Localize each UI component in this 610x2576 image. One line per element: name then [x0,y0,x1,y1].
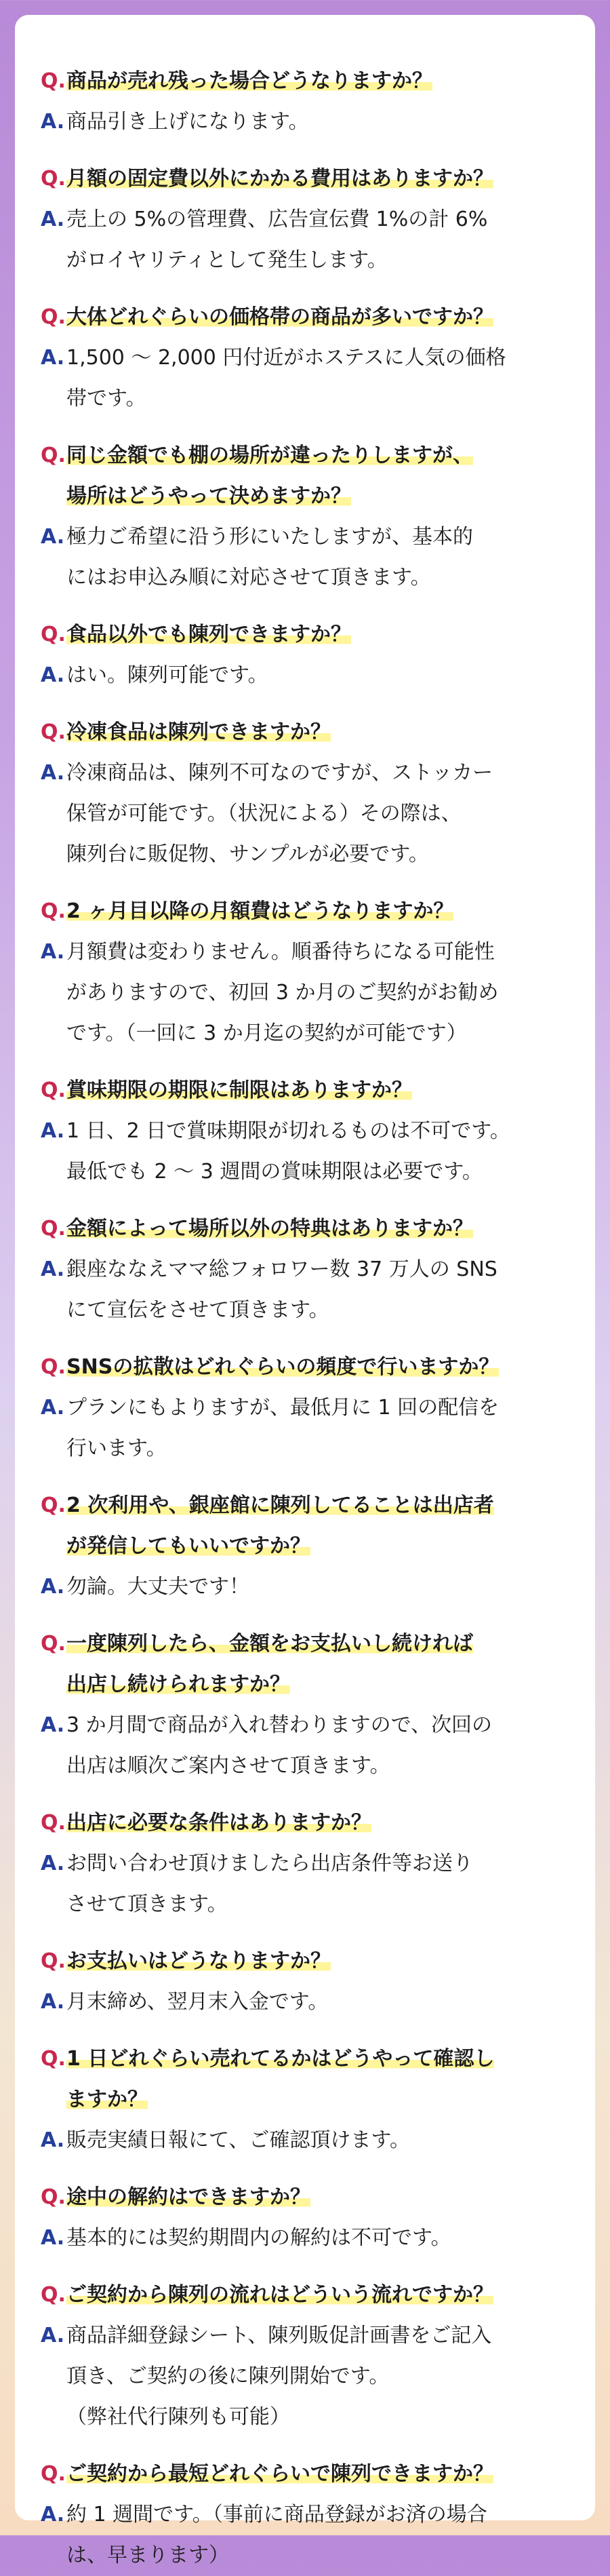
faq-item [41,2454,569,2576]
question-text: SNSの拡散はどれぐらいの頻度で行いますか？ [66,1355,500,1379]
faq-question [41,435,569,517]
answer-label: A. [41,761,65,785]
answer-text: はい。陳列可能です。 [66,663,268,687]
faq-item [41,891,569,1054]
question-label: Q. [41,69,66,93]
faq-answer [41,1249,569,1331]
question-text: 商品が売れ残った場合どうなりますか？ [66,69,432,93]
faq-answer [41,932,569,1054]
faq-item [41,2275,569,2438]
faq-question [41,297,569,338]
answer-text: 約 1 週間です。（事前に商品登録がお済の場合 は、早まります） [66,2503,487,2567]
answer-text: 商品引き上げになります。 [66,110,309,134]
answer-label: A. [41,2503,65,2526]
faq-question [41,2275,569,2316]
faq-answer [41,2495,569,2576]
faq-item [41,435,569,598]
faq-item [41,2039,569,2161]
question-text: 2 次利用や、銀座館に陳列してることは出店者 が発信してもいいですか？ [66,1494,494,1558]
answer-label: A. [41,1119,65,1143]
question-text: 月額の固定費以外にかかる費用はありますか？ [66,167,493,191]
question-label: Q. [41,1811,66,1835]
question-label: Q. [41,2283,66,2307]
question-text: 冷凍食品は陳列できますか？ [66,720,331,744]
answer-text: 1 日、2 日で賞味期限が切れるものは不可です。 最低でも 2 ～ 3 週間の賞味期限は必要です。 [66,1119,510,1184]
question-label: Q. [41,444,66,467]
answer-text: 月額費は変わりません。順番待ちになる可能性 がありますので、初回 3 か月のご契約がお勧め です。（一回に 3 か月迄の契約が可能です） [66,940,499,1045]
question-label: Q. [41,1494,66,1517]
answer-label: A. [41,940,65,964]
faq-answer [41,199,569,281]
faq-question [41,1485,569,1567]
faq-item [41,1485,569,1607]
answer-text: 販売実績日報にて、ご確認頂けます。 [66,2128,410,2152]
faq-question [41,614,569,655]
question-label: Q. [41,1949,66,1973]
faq-question [41,891,569,932]
answer-text: プランにもよりますが、最低月に 1 回の配信を 行います。 [66,1396,500,1460]
faq-item [41,297,569,419]
faq-item [41,712,569,875]
faq-question [41,1070,569,1111]
faq-item [41,1941,569,2023]
faq-question [41,159,569,199]
question-text: 一度陳列したら、金額をお支払いし続ければ 出店し続けられますか？ [66,1632,473,1696]
faq-list [41,61,569,2576]
question-label: Q. [41,1355,66,1379]
question-label: Q. [41,2185,66,2209]
faq-answer [41,2218,569,2259]
faq-answer [41,1982,569,2023]
answer-label: A. [41,2128,65,2152]
answer-text: 銀座ななえママ総フォロワー数 37 万人の SNS にて宣伝をさせて頂きます。 [66,1257,497,1322]
faq-question [41,1347,569,1388]
question-text: 1 日どれぐらい売れてるかはどうやって確認し ますか？ [66,2047,495,2111]
faq-answer [41,2316,569,2438]
faq-item [41,1209,569,1331]
question-text: お支払いはどうなりますか？ [66,1949,331,1973]
faq-answer [41,102,569,142]
question-label: Q. [41,1078,66,1102]
answer-label: A. [41,1713,65,1737]
question-text: 途中の解約はできますか？ [66,2185,310,2209]
question-label: Q. [41,2462,66,2486]
question-text: 賞味期限の期限に制限はありますか？ [66,1078,412,1102]
answer-label: A. [41,525,65,549]
answer-text: 売上の 5%の管理費、広告宣伝費 1%の計 6% がロイヤリティとして発生します。 [66,208,488,272]
question-label: Q. [41,2047,66,2071]
question-text: ご契約から陳列の流れはどういう流れですか？ [66,2283,493,2307]
faq-question [41,712,569,753]
faq-question [41,1803,569,1843]
answer-label: A. [41,346,65,370]
faq-item [41,159,569,281]
answer-label: A. [41,1852,65,1875]
faq-item [41,1803,569,1925]
question-text: 大体どれぐらいの価格帯の商品が多いですか？ [66,305,493,329]
faq-answer [41,517,569,598]
faq-question [41,2039,569,2120]
question-label: Q. [41,167,66,191]
answer-label: A. [41,1396,65,1420]
answer-label: A. [41,1257,65,1281]
faq-item [41,1070,569,1192]
answer-label: A. [41,208,65,231]
faq-answer [41,1843,569,1925]
question-text: 同じ金額でも棚の場所が違ったりしますが、 場所はどうやって決めますか？ [66,444,473,508]
faq-item [41,1347,569,1469]
question-text: 食品以外でも陳列できますか？ [66,623,351,646]
faq-question [41,1624,569,1705]
answer-label: A. [41,663,65,687]
question-label: Q. [41,305,66,329]
faq-question [41,1941,569,1982]
answer-text: 3 か月間で商品が入れ替わりますので、次回の 出店は順次ご案内させて頂きます。 [66,1713,493,1778]
faq-card [15,15,595,2567]
answer-text: 商品詳細登録シート、陳列販促計画書をご記入 頂き、ご契約の後に陳列開始です。 （弊社代行陳列も可能） [66,2324,492,2429]
answer-text: 基本的には契約期間内の解約は不可です。 [66,2226,451,2250]
answer-text: 月末締め、翌月末入金です。 [66,1990,329,2014]
answer-text: お問い合わせ頂けましたら出店条件等お送り させて頂きます。 [66,1852,473,1916]
faq-answer [41,2120,569,2161]
question-label: Q. [41,623,66,646]
faq-answer [41,338,569,419]
question-label: Q. [41,1217,66,1241]
answer-label: A. [41,1990,65,2014]
faq-item [41,2177,569,2259]
faq-item [41,1624,569,1787]
faq-answer [41,753,569,875]
faq-question [41,61,569,102]
faq-question [41,1209,569,1249]
question-text: 出店に必要な条件はありますか？ [66,1811,371,1835]
question-text: ご契約から最短どれぐらいで陳列できますか？ [66,2462,493,2486]
faq-answer [41,1388,569,1469]
faq-answer [41,655,569,696]
faq-item [41,61,569,142]
faq-question [41,2177,569,2218]
question-text: 金額によって場所以外の特典はありますか？ [66,1217,473,1241]
faq-answer [41,1705,569,1787]
question-text: 2 ヶ月目以降の月額費はどうなりますか？ [66,899,454,923]
faq-answer [41,1111,569,1192]
answer-label: A. [41,2324,65,2347]
question-label: Q. [41,720,66,744]
answer-text: 勿論。大丈夫です！ [66,1575,249,1599]
answer-label: A. [41,2226,65,2250]
question-label: Q. [41,899,66,923]
faq-answer [41,1567,569,1607]
question-label: Q. [41,1632,66,1656]
answer-text: 1,500 ～ 2,000 円付近がホステスに人気の価格 帯です。 [66,346,506,410]
answer-label: A. [41,110,65,134]
answer-text: 極力ご希望に沿う形にいたしますが、基本的 にはお申込み順に対応させて頂きます。 [66,525,473,589]
faq-question [41,2454,569,2495]
answer-text: 冷凍商品は、陳列不可なのですが、ストッカー 保管が可能です。（状況による）その際は、 陳列台に販促物、サンプルが必要です。 [66,761,493,866]
answer-label: A. [41,1575,65,1599]
faq-item [41,614,569,696]
